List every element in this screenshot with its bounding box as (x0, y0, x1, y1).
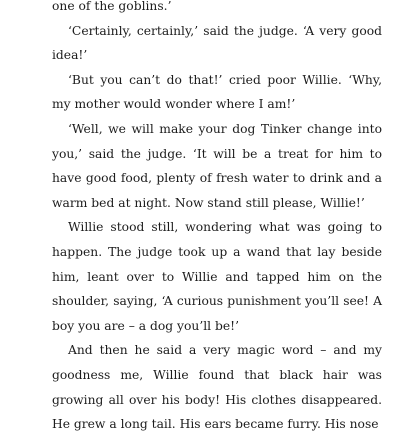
paragraph-judge-agrees: ‘Certainly, certainly,’ said the judge. ‘A very good idea!’ (52, 23, 382, 63)
paragraph-willie-protests: ‘But you can’t do that!’ cried poor Willie. ‘Why, my mother would wonder where I am!’ (52, 72, 382, 112)
paragraph-continuation: one of the goblins.’ (52, 0, 172, 13)
paragraph-tinker-plan: ‘Well, we will make your dog Tinker change into you,’ said the judge. ‘It will be a treat for him to have good food, plenty of fresh water to drink and a warm bed at night. Now stand still please, Willie!’ (52, 121, 382, 210)
paragraph-wand-tap: Willie stood still, wondering what was going to happen. The judge took up a wand that lay beside him, leant over to Willie and tapped him on the shoulder, saying, ‘A curious punishment you’ll see! A boy you are – a dog you’ll be!’ (52, 220, 382, 333)
paragraph-transformation: And then he said a very magic word – and my goodness me, Willie found that black hair was growing all over his body! His clothes disappeared. He grew a long tail. His ears became furry. His nose (52, 343, 382, 432)
